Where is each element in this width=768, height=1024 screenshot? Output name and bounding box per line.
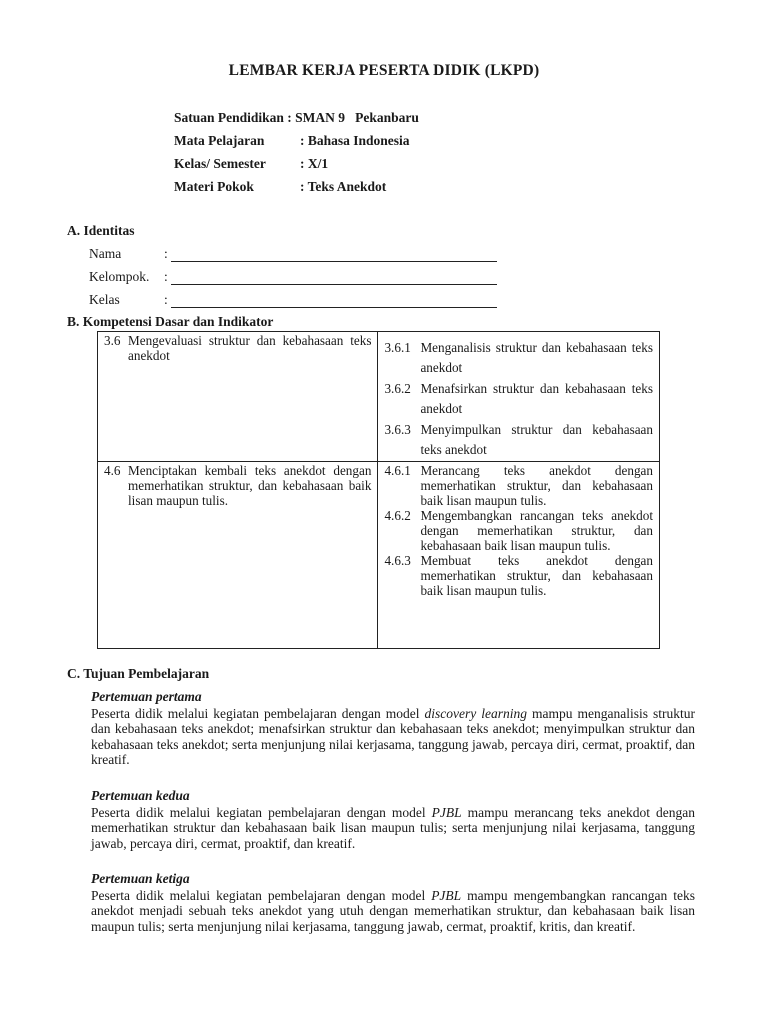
indicator-text: Membuat teks anekdot dengan memerhatikan struktur, dan kebahasaan baik lisan maupun tulis. — [420, 553, 653, 598]
meeting-2 — [91, 788, 695, 851]
meta-value: : Bahasa Indonesia — [300, 133, 410, 148]
meeting-paragraph: Peserta didik melalui kegiatan pembelajaran dengan model discovery learning mampu menganalisis struktur dan kebahasaan teks anekdot; menafsirkan struktur dan kebahasaan teks anekdot; menyimpulkan struktur dan kebahasaan teks anekdot; serta menjunjung nilai kerjasama, tanggung jawab, percaya diri, cermat, proaktif, dan kreatif. — [91, 705, 695, 768]
kd-number: 3.6 — [104, 333, 121, 348]
table-row — [98, 332, 660, 462]
model-name: PJBL — [431, 804, 462, 820]
meeting-title: Pertemuan ketiga — [91, 871, 190, 886]
kd-number: 4.6 — [104, 463, 121, 478]
indicator-number: 3.6.3 — [384, 422, 411, 437]
identity-field-kelas[interactable]: Kelas : — [89, 292, 509, 312]
indicator-item — [384, 420, 653, 460]
indicator-text: Menafsirkan struktur dan kebahasaan teks anekdot — [420, 381, 653, 416]
document-title: LEMBAR KERJA PESERTA DIDIK (LKPD) — [228, 62, 540, 79]
indicator-cell — [378, 462, 660, 649]
meta-label: Mata Pelajaran — [174, 133, 265, 148]
indicator-item — [384, 379, 653, 419]
meeting-title: Pertemuan pertama — [91, 689, 202, 704]
indicator-text: Merancang teks anekdot dengan memerhatikan struktur, dan kebahasaan baik lisan maupun tulis. — [420, 463, 653, 508]
identity-label: Nama — [89, 246, 122, 261]
indicator-item — [384, 553, 653, 598]
meta-label: Kelas/ Semester — [174, 156, 266, 171]
indicator-text: Mengembangkan rancangan teks anekdot dengan memerhatikan struktur, dan kebahasaan baik lisan maupun tulis. — [420, 508, 653, 553]
indicator-text: Menyimpulkan struktur dan kebahasaan teks anekdot — [420, 422, 653, 457]
fill-in-line[interactable] — [171, 284, 497, 285]
indicator-number: 4.6.2 — [384, 508, 411, 523]
identity-label: Kelompok. — [89, 269, 150, 284]
section-b-heading: B. Kompetensi Dasar dan Indikator — [67, 314, 274, 329]
meeting-paragraph: Peserta didik melalui kegiatan pembelajaran dengan model PJBL mampu mengembangkan rancangan teks anekdot menjadi sebuah teks anekdot yang utuh dengan memerhatikan struktur, dan kebahasaan baik lisan maupun tulis; serta menjunjung nilai kerjasama, tanggung jawab, cermat, proaktif, kritis, dan kreatif. — [91, 887, 695, 934]
kd-cell — [98, 462, 378, 649]
indicator-number: 4.6.1 — [384, 463, 411, 478]
kd-text: Menciptakan kembali teks anekdot dengan memerhatikan struktur, dan kebahasaan baik lisan maupun tulis. — [128, 463, 372, 508]
indicator-number: 4.6.3 — [384, 553, 411, 568]
indicator-number: 3.6.2 — [384, 381, 411, 396]
meta-label: Materi Pokok — [174, 179, 254, 194]
identity-field-nama[interactable]: Nama : — [89, 246, 509, 266]
indicator-item — [384, 463, 653, 508]
indicator-number: 3.6.1 — [384, 340, 411, 355]
indicator-text: Menganalisis struktur dan kebahasaan teks anekdot — [420, 340, 653, 375]
indicator-cell — [378, 332, 660, 462]
competency-table — [97, 331, 660, 649]
indicator-item — [384, 338, 653, 378]
fill-in-line[interactable] — [171, 307, 497, 308]
table-row — [98, 462, 660, 649]
section-a-heading: A. Identitas — [67, 223, 135, 238]
section-c-heading: C. Tujuan Pembelajaran — [67, 666, 210, 681]
meeting-title: Pertemuan kedua — [91, 788, 190, 803]
identity-field-kelompok[interactable]: Kelompok. : — [89, 269, 509, 289]
fill-in-line[interactable] — [171, 261, 497, 262]
indicator-item — [384, 508, 653, 553]
model-name: discovery learning — [424, 705, 527, 721]
meta-value: : X/1 — [300, 156, 329, 171]
meeting-1 — [91, 689, 695, 768]
meta-value: Satuan Pendidikan : SMAN 9 Pekanbaru — [174, 110, 419, 125]
kd-text: Mengevaluasi struktur dan kebahasaan teks anekdot — [128, 333, 372, 363]
meta-value: : Teks Anekdot — [300, 179, 387, 194]
meeting-paragraph: Peserta didik melalui kegiatan pembelajaran dengan model PJBL mampu merancang teks anekdot dengan memerhatikan struktur dan kebahasaan baik lisan maupun tulis; serta menjunjung nilai kerjasama, tanggung jawab, percaya diri, cermat, proaktif, dan kreatif. — [91, 804, 695, 851]
meeting-3 — [91, 871, 695, 934]
identity-label: Kelas — [89, 292, 120, 307]
kd-cell — [98, 332, 378, 462]
model-name: PJBL — [431, 887, 462, 903]
